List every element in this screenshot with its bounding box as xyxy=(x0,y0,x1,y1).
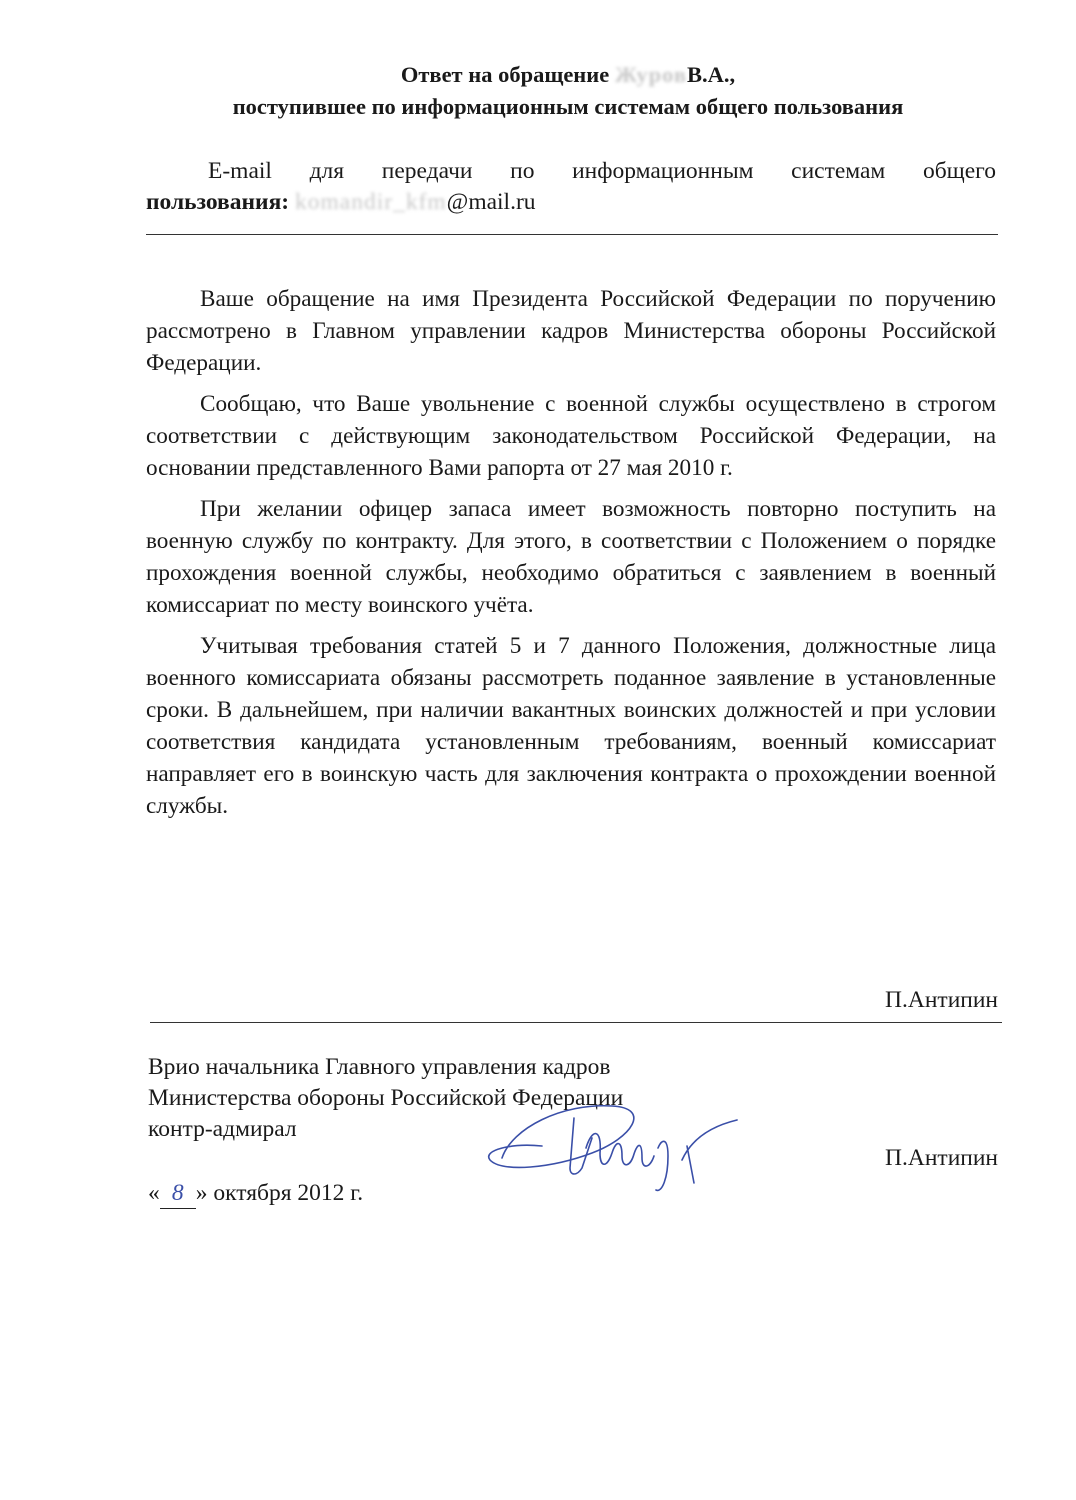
email-domain: @mail.ru xyxy=(446,189,536,215)
redacted-surname: Журов xyxy=(614,62,687,87)
handwritten-signature xyxy=(482,1098,762,1198)
document-date xyxy=(148,1178,363,1209)
header-divider xyxy=(146,234,998,235)
email-label-line1: E-mail для передачи по информационным системам общего xyxy=(208,158,996,184)
body-paragraph: Учитывая требования статей 5 и 7 данного Положения, должностные лица военного комиссариата обязаны рассмотреть поданное заявление в установленные сроки. В дальнейшем, при наличии вакантных воинских должностей и при условии соответствия кандидата установленным требованиям, военный комиссариат направляет его в воинскую часть для заключения контракта о прохождении военной службы. xyxy=(146,633,996,819)
title-prefix: Ответ на обращение xyxy=(400,62,610,87)
email-label-line2: пользования: xyxy=(146,189,290,215)
date-day: 8 xyxy=(160,1178,196,1209)
body-paragraph: При желании офицер запаса имеет возможность повторно поступить на военную службу по контракту. Для этого, в соответствии с Положением о порядке прохождения военной службы, необходимо обратиться с заявлением в военный комиссариат по месту воинского учёта. xyxy=(146,496,996,618)
body-paragraph: Сообщаю, что Ваше увольнение с военной службы осуществлено в строгом соответствии с действующим законодательством Российской Федерации, на основании представленного Вами рапорта от 27 мая 2010 г. xyxy=(146,391,996,481)
document-title xyxy=(60,60,1076,90)
title-suffix: В.А., xyxy=(687,62,736,87)
letter-body xyxy=(146,283,996,831)
position-line: Министерства обороны Российской Федерации xyxy=(148,1085,624,1111)
signer-name-top: П.Антипин xyxy=(885,987,998,1013)
date-rest: » октября 2012 г. xyxy=(195,1180,364,1206)
signer-name-bottom: П.Антипин xyxy=(885,1145,998,1171)
email-line xyxy=(146,187,996,218)
body-paragraph: Ваше обращение на имя Президента Российской Федерации по поручению рассмотрено в Главном управлении кадров Министерства обороны Российской Федерации. xyxy=(146,286,996,376)
redacted-email-local: komandir_kfm xyxy=(295,189,447,215)
document-subtitle: поступившее по информационным системам общего пользования xyxy=(232,94,904,119)
position-line: контр-адмирал xyxy=(148,1116,297,1142)
date-open-quote: « xyxy=(148,1180,160,1206)
position-line: Врио начальника Главного управления кадров xyxy=(148,1054,611,1080)
signature-divider xyxy=(150,1022,1002,1023)
